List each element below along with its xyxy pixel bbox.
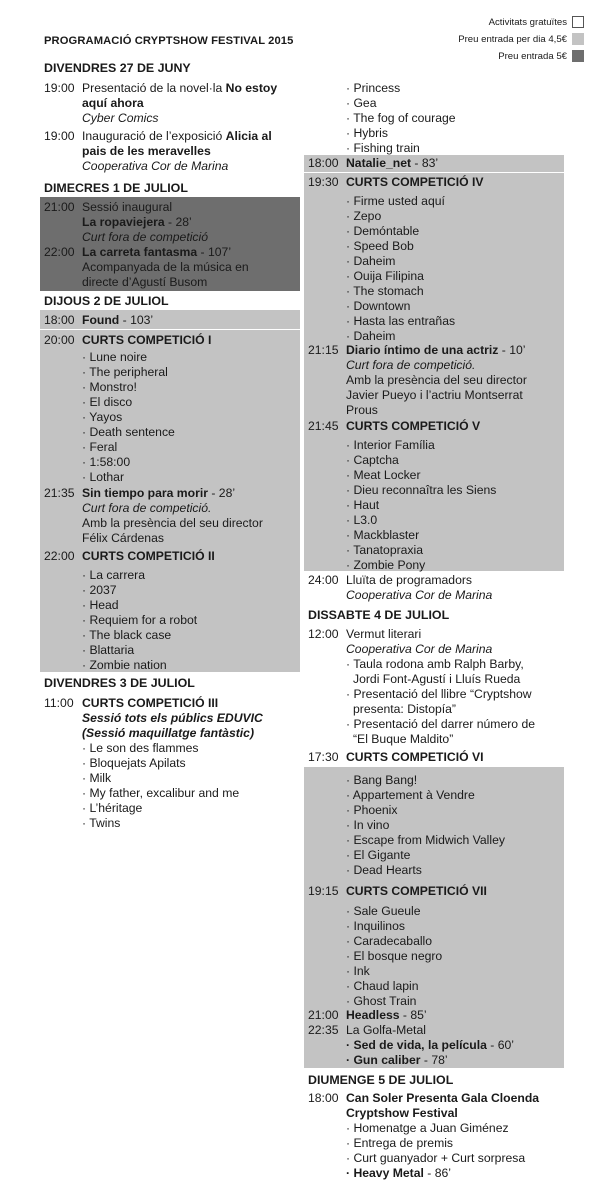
day-heading: DIVENDRES 3 DE JULIOL xyxy=(44,676,195,690)
event-title: pais de les meravelles xyxy=(82,144,211,158)
film-item: · Zombie Pony xyxy=(346,558,426,572)
event-venue: Cooperativa Cor de Marina xyxy=(346,588,493,602)
event-note: Curt fora de competició. xyxy=(82,501,212,515)
film-item: · The stomach xyxy=(346,284,424,298)
event-time: 21:00 xyxy=(44,200,75,214)
event-title: Natalie_net xyxy=(346,156,412,170)
list-item: · Presentació del llibre “Cryptshow xyxy=(346,687,532,701)
event-title: Cryptshow Festival xyxy=(346,1106,458,1120)
event-note: Curt fora de competició xyxy=(82,230,208,244)
film-item: · Caradecaballo xyxy=(346,934,433,948)
event-title: CURTS COMPETICIÓ V xyxy=(346,419,481,433)
event-time: 18:00 xyxy=(44,313,75,327)
event-note: Curt fora de competició. xyxy=(346,358,476,372)
event-title: CURTS COMPETICIÓ III xyxy=(82,696,219,710)
film-item: · Speed Bob xyxy=(346,239,414,253)
event-title: CURTS COMPETICIÓ I xyxy=(82,333,212,347)
film-item: · The fog of courage xyxy=(346,111,456,125)
page-title: PROGRAMACIÓ CRYPTSHOW FESTIVAL 2015 xyxy=(44,35,294,47)
film-item: · 2037 xyxy=(82,583,117,597)
event-text: Javier Pueyo i l’actriu Montserrat xyxy=(346,388,523,402)
price-block-day xyxy=(304,767,564,1068)
event-time: 12:00 xyxy=(308,627,339,641)
event-title: CURTS COMPETICIÓ VII xyxy=(346,884,487,898)
event-text: Lluïta de programadors xyxy=(346,573,473,587)
list-item: “El Buque Maldito” xyxy=(353,732,454,746)
film-item: · El bosque negro xyxy=(346,949,443,963)
film-item: · Milk xyxy=(82,771,112,785)
event-time: 11:00 xyxy=(44,696,74,710)
event-title: Alicia al xyxy=(225,129,272,143)
day-heading: DIUMENGE 5 DE JULIOL xyxy=(308,1073,454,1087)
day-heading: DISSABTE 4 DE JULIOL xyxy=(308,608,450,622)
film-item: · Ghost Train xyxy=(346,994,417,1008)
event-duration: - 103’ xyxy=(119,313,154,327)
event-time: 19:00 xyxy=(44,129,75,143)
film-item: · Firme usted aquí xyxy=(346,194,445,208)
film-item: · Blattaria xyxy=(82,643,135,657)
film-item: · Bang Bang! xyxy=(346,773,418,787)
event-title: aquí ahora xyxy=(82,96,144,110)
film-item: · Zepo xyxy=(346,209,382,223)
event-duration: - 107’ xyxy=(197,245,232,259)
event-text: Amb la presència del seu director xyxy=(82,516,263,530)
film-item: · Gea xyxy=(346,96,377,110)
event-time: 19:15 xyxy=(308,884,339,898)
event-text: Acompanyada de la música en xyxy=(82,260,249,274)
list-item: · Gun caliber xyxy=(346,1053,421,1067)
day-heading: DIJOUS 2 DE JULIOL xyxy=(44,294,169,308)
film-item: · L3.0 xyxy=(346,513,378,527)
film-item: · Princess xyxy=(346,81,401,95)
event-time: 22:00 xyxy=(44,549,75,563)
event-note: (Sessió maquillatge fantàstic) xyxy=(82,726,255,740)
film-item: · El disco xyxy=(82,395,133,409)
film-item: · L’héritage xyxy=(82,801,143,815)
event-title: No estoy xyxy=(225,81,278,95)
film-item: · Le son des flammes xyxy=(82,741,199,755)
event-time: 21:45 xyxy=(308,419,339,433)
event-title: La ropaviejera xyxy=(82,215,165,229)
event-duration: - 28’ xyxy=(207,486,236,500)
event-title: Headless xyxy=(346,1008,400,1022)
film-item: · Dead Hearts xyxy=(346,863,422,877)
list-item: · Curt guanyador + Curt sorpresa xyxy=(346,1151,526,1165)
event-time: 22:00 xyxy=(44,245,75,259)
list-item: presenta: Distopía” xyxy=(353,702,456,716)
film-item: · The black case xyxy=(82,628,172,642)
event-venue: Cyber Comics xyxy=(82,111,159,125)
event-title: La carreta fantasma xyxy=(82,245,198,259)
event-time: 20:00 xyxy=(44,333,75,347)
list-item: · Presentació del darrer número de xyxy=(346,717,536,731)
event-text: Sessió inaugural xyxy=(82,200,173,214)
legend-5-swatch xyxy=(572,50,584,62)
day-heading: DIVENDRES 27 DE JUNY xyxy=(44,61,191,75)
event-title: CURTS COMPETICIÓ VI xyxy=(346,750,484,764)
film-item: · Interior Família xyxy=(346,438,435,452)
film-item: · Sale Gueule xyxy=(346,904,421,918)
film-item: · El Gigante xyxy=(346,848,411,862)
film-item: · Tanatopraxia xyxy=(346,543,424,557)
film-item: · Hasta las entrañas xyxy=(346,314,456,328)
list-item: · Sed de vida, la película xyxy=(346,1038,487,1052)
film-item: · Requiem for a robot xyxy=(82,613,198,627)
list-item: · Heavy Metal xyxy=(346,1166,424,1180)
event-venue: Cooperativa Cor de Marina xyxy=(346,642,493,656)
film-item: · Phoenix xyxy=(346,803,398,817)
film-item: · Captcha xyxy=(346,453,399,467)
film-item: · Zombie nation xyxy=(82,658,167,672)
event-time: 21:00 xyxy=(308,1008,339,1022)
film-item: · Feral xyxy=(82,440,118,454)
event-text: Vermut literari xyxy=(346,627,422,641)
film-item: · Lothar xyxy=(82,470,125,484)
legend-5-label: Preu entrada 5€ xyxy=(498,50,567,62)
event-text: Prous xyxy=(346,403,378,417)
film-item: · The peripheral xyxy=(82,365,168,379)
event-text: La Golfa-Metal xyxy=(346,1023,426,1037)
film-item: · Daheim xyxy=(346,329,396,343)
film-item: · Downtown xyxy=(346,299,411,313)
legend-free-swatch xyxy=(572,16,584,28)
list-item: · Homenatge a Juan Giménez xyxy=(346,1121,509,1135)
event-text: directe d’Agustí Busom xyxy=(82,275,208,289)
event-title: Sin tiempo para morir xyxy=(82,486,208,500)
film-item: · Fishing train xyxy=(346,141,420,155)
legend-free-label: Activitats gratuïtes xyxy=(488,16,567,28)
event-time: 18:00 xyxy=(308,1091,339,1105)
event-duration: - 28’ xyxy=(164,215,192,229)
event-time: 21:35 xyxy=(44,486,75,500)
event-time: 17:30 xyxy=(308,750,339,764)
event-note: Sessió tots els públics EDUVIC xyxy=(82,711,263,725)
film-item: · Head xyxy=(82,598,119,612)
film-item: · Haut xyxy=(346,498,380,512)
event-duration: - 60’ xyxy=(486,1038,514,1052)
event-time: 19:00 xyxy=(44,81,75,95)
event-text: Presentació de la novel·la xyxy=(82,81,226,95)
event-time: 22:35 xyxy=(308,1023,339,1037)
film-item: · La carrera xyxy=(82,568,145,582)
film-item: · Dieu reconnaîtra les Siens xyxy=(346,483,497,497)
film-item: · Chaud lapin xyxy=(346,979,419,993)
film-item: · Meat Locker xyxy=(346,468,421,482)
list-item: Jordi Font-Agustí i Lluís Rueda xyxy=(353,672,521,686)
film-item: · Lune noire xyxy=(82,350,148,364)
film-item: · In vino xyxy=(346,818,390,832)
right-column xyxy=(308,0,560,1192)
event-duration: - 78’ xyxy=(420,1053,448,1067)
film-item: · Hybris xyxy=(346,126,388,140)
film-item: · Inquilinos xyxy=(346,919,405,933)
legend-day-label: Preu entrada per dia 4,5€ xyxy=(458,33,567,45)
film-item: · Ouija Filipina xyxy=(346,269,424,283)
film-item: · Appartement à Vendre xyxy=(346,788,475,802)
event-time: 19:30 xyxy=(308,175,339,189)
event-duration: - 86’ xyxy=(423,1166,452,1180)
left-column xyxy=(44,0,296,1192)
film-item: · Daheim xyxy=(346,254,396,268)
event-time: 18:00 xyxy=(308,156,339,170)
event-duration: - 83’ xyxy=(411,156,439,170)
film-item: · Yayos xyxy=(82,410,123,424)
event-title: CURTS COMPETICIÓ II xyxy=(82,549,215,563)
film-item: · Mackblaster xyxy=(346,528,420,542)
film-item: · 1:58:00 xyxy=(82,455,131,469)
film-item: · Bloquejats Apilats xyxy=(82,756,186,770)
event-text: Félix Cárdenas xyxy=(82,531,164,545)
film-item: · Death sentence xyxy=(82,425,175,439)
event-venue: Cooperativa Cor de Marina xyxy=(82,159,229,173)
event-time: 21:15 xyxy=(308,343,339,357)
legend-day-swatch xyxy=(572,33,584,45)
film-item: · Twins xyxy=(82,816,121,830)
list-item: · Entrega de premis xyxy=(346,1136,454,1150)
film-item: · Escape from Midwich Valley xyxy=(346,833,505,847)
day-heading: DIMECRES 1 DE JULIOL xyxy=(44,181,188,195)
event-title: Found xyxy=(82,313,120,327)
event-title: Can Soler Presenta Gala Cloenda xyxy=(346,1091,540,1105)
list-item: · Taula rodona amb Ralph Barby, xyxy=(346,657,524,671)
event-time: 24:00 xyxy=(308,573,339,587)
event-duration: - 10’ xyxy=(498,343,526,357)
event-title: CURTS COMPETICIÓ IV xyxy=(346,175,484,189)
event-text: Inauguració de l’exposició xyxy=(82,129,226,143)
event-title: Diario íntimo de una actriz xyxy=(346,343,499,357)
film-item: · My father, excalibur and me xyxy=(82,786,240,800)
event-text: Amb la presència del seu director xyxy=(346,373,527,387)
film-item: · Ink xyxy=(346,964,370,978)
film-item: · Demóntable xyxy=(346,224,420,238)
film-item: · Monstro! xyxy=(82,380,137,394)
event-duration: - 85’ xyxy=(399,1008,427,1022)
